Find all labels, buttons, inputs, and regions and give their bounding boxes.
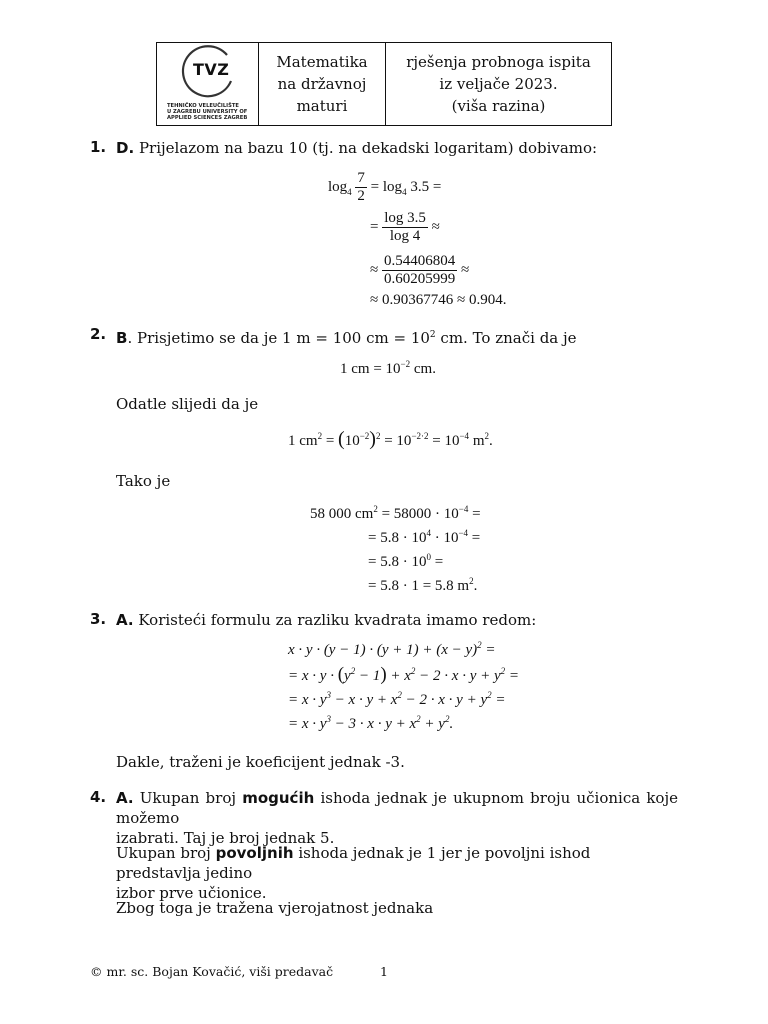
q3-eq2: = $x \cdot y \cdot (y^2 - 1) + x^2 - 2 \cdot x \cdot y + y^2$ = (288, 664, 520, 685)
q1-eq-line1: $\log_4$ $\frac{7}{2}$ = $\log_4 3.5$ = (328, 170, 442, 204)
header-table (156, 42, 612, 126)
q2-number: 2. (90, 325, 107, 343)
q4-paragraph3: Zbog toga je tražena vjerojatnost jednaka (116, 899, 434, 917)
footer-author: © mr. sc. Bojan Kovačić, viši predavač (90, 964, 334, 979)
q2-row1: 58 000 $cm^2 = 58000 \cdot 10^{-4}$ = (310, 504, 481, 522)
q2-row4: = 5.8 · 1 = 5.8 $m^2$. (368, 576, 478, 594)
q1-eq-line2: = $\frac{\log 3.5}{\log 4}$ ≈ (370, 210, 440, 244)
q3-statement: A. Koristeći formulu za razliku kvadrata imamo redom: (116, 611, 537, 629)
title-cell: rješenja probnoga ispita iz veljače 2023. (viša razina) (406, 53, 591, 115)
q1-eq-line4: ≈ 0.90367746 ≈ 0.904. (370, 292, 507, 308)
q4-number: 4. (90, 788, 107, 806)
q3-conclusion: Dakle, traženi je koeficijent jednak -3. (116, 753, 405, 771)
page-number: 1 (380, 964, 388, 979)
q3-eq3: = $x \cdot y^3 - x \cdot y + x^2 - 2 \cdot x \cdot y + y^2$ = (288, 690, 506, 708)
q2-row2: = $5.8 \cdot 10^4 \cdot 10^{-4}$ = (368, 528, 481, 546)
q2-odatle: Odatle slijedi da je (116, 395, 259, 413)
q4-paragraph1: A. Ukupan broj mogućih ishoda jednak je ukupnom broju učionica koje možemo izabrati. Taj je broj jednak 5. (116, 789, 678, 847)
q2-row3: = $5.8 \cdot 10^0$ = (368, 552, 444, 570)
logo-cell (157, 43, 259, 125)
logo-caption: TEHNIČKO VELEUČILIŠTE U ZAGREBU UNIVERSITY OF APPLIED SCIENCES ZAGREB (167, 103, 248, 121)
q1-eq-line3: ≈ $\frac{0.54406804}{0.60205999}$ ≈ (370, 253, 470, 287)
q3-number: 3. (90, 610, 107, 628)
logo-text: TVZ (193, 60, 230, 79)
q3-eq4: = $x \cdot y^3 - 3 \cdot x \cdot y + x^2 + y^2$. (288, 714, 454, 732)
q2-eq1: 1 cm = $10^{-2}$ cm. (340, 359, 436, 377)
q2-eq2: 1 $cm^2 = (10^{-2})^2 = 10^{-2\cdot 2} = 10^{-4}$ $m^2$. (288, 428, 493, 450)
subject-cell: Matematika na državnoj maturi (259, 43, 386, 125)
q1-statement: D. Prijelazom na bazu 10 (tj. na dekadski logaritam) dobivamo: (116, 139, 598, 157)
q3-eq1: $x \cdot y \cdot (y - 1) \cdot (y + 1) + (x - y)^2$ = (288, 640, 496, 658)
q2-tako: Tako je (116, 472, 171, 490)
q2-statement: B. Prisjetimo se da je 1 m = 100 cm = $10^2$ cm. To znači da je (116, 329, 577, 347)
q4-paragraph2: Ukupan broj povoljnih ishoda jednak je 1 jer je povoljni ishod predstavlja jedino izbor prve učionice. (116, 844, 591, 902)
q1-number: 1. (90, 138, 107, 156)
